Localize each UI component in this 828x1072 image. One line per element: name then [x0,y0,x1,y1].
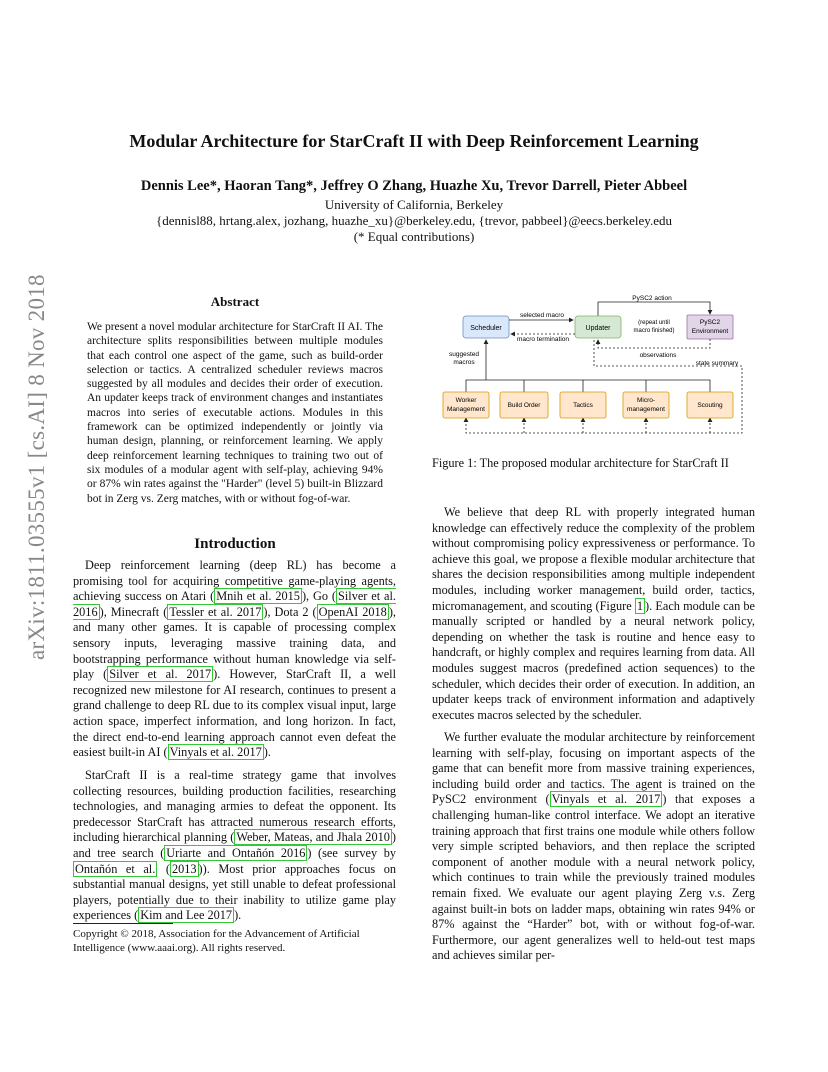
right-paragraph-1: We believe that deep RL with properly integrated human knowledge can effectively reduce the complexity of the problem without compromising policy expressiveness or performance. To achieve this goal, we propose a flexible modular architecture that shares the decision responsibilities among multiple independent modules, including worker management, build order, tactics, micromanagement, and scouting (Figure 1 ). Each module can be manually scripted or handled by a neural network policy, depending on whether the task is routine and hence easy to handcraft, or highly complex and requires learning from data. All modules suggest macros (predefined action sequences) to the scheduler, which decides their order of execution. In addition, an updater keeps track of environment information and adaptively executes macros selected by the scheduler. [432,505,755,722]
citation-link[interactable]: 2013 [171,861,197,876]
citation-link[interactable]: Silver et al. 2017 [109,667,212,682]
tactics-label: Tactics [573,402,593,409]
architecture-diagram [430,290,760,440]
updater-label: Updater [585,325,611,332]
citation-link[interactable]: Silver et al. 2016 [73,589,396,619]
abstract-heading: Abstract [210,294,260,309]
abstract-text: We present a novel modular architecture for StarCraft II AI. The architecture splits responsibilities between multiple modules that each control one aspect of the game, such as build-order selection or tactics. A centralized scheduler reviews macros suggested by all modules and decides their order of execution. An updater keeps track of environment changes and instantiates macros into series of executable actions. Modules in this framework can be optimized independently or jointly via human design, planning, or reinforcement learning. We apply deep reinforcement learning techniques to training two out of six modules of a modular agent with self-play, achieving 94% or 87% win rates against the "Harder" (level 5) built-in Blizzard bot in Zerg vs. Zerg matches, with or without fog-of-war. [87,321,383,505]
micromanagement-node [623,392,669,418]
micro-label-line1: Micro- [636,397,656,404]
build-order-label: Build Order [507,402,541,409]
edge-label-repeat-line1: (repeat until [638,320,670,326]
citation-link[interactable]: Uriarte and Ontañón 2016 [166,845,306,860]
citation-link[interactable]: Mnih et al. 2015 [216,589,300,604]
env-label-line2: Environment [691,328,729,335]
micro-label-line2: management [627,406,665,413]
author-list: Dennis Lee*, Haoran Tang*, Jeffrey O Zhang, Huazhe Xu, Trevor Darrell, Pieter Abbeel [140,178,688,194]
scheduler-label: Scheduler [470,325,502,332]
edge-label-suggested-line2: macros [453,359,475,366]
edge-label-state-summary: state summary [695,360,739,367]
edge-label-selected-macro: selected macro [519,312,565,319]
citation-link[interactable]: Vinyals et al. 2017 [551,792,661,807]
intro-paragraph-1: Deep reinforcement learning (deep RL) has become a promising tool for acquiring competitive game-playing agents, achieving success on Atari ( Mnih et al. 2015 ), Go ( Silver et al. 2016 ), Minecraft ( Tessler et al. 2017 ), Dota 2 ( OpenAI 2018 ), and many other games. It is capable of processing complex sensory inputs, leveraging massive training data, and bootstrapping performance without human knowledge via self-play ( Silver et al. 2017 ). However, StarCraft II, a well recognized new milestone for AI research, continues to present a grand challenge to deep RL due to its complex visual input, large action space, imperfect information, and long horizon. In fact, the direct end-to-end learning approach cannot even defeat the easiest built-in AI ( Vinyals et al. 2017 ). [73,558,397,760]
edge-label-macro-termination: macro termination [516,336,570,343]
paper-title: Modular Architecture for StarCraft II with Deep Reinforcement Learning [129,131,699,151]
edge-label-suggested-line1: suggested [449,351,479,358]
env-label-line1: PySC2 [699,319,721,326]
introduction-heading: Introduction [194,536,276,552]
author-emails: {dennisl88, hrtang.alex, jozhang, huazhe_xu}@berkeley.edu, {trevor, pabbeel}@eecs.berkeley.edu [156,213,672,228]
equal-contribution-note: (* Equal contributions) [353,229,475,244]
arxiv-stamp: arXiv:1811.03555v1 [cs.AI] 8 Nov 2018 [24,274,49,660]
citation-link[interactable]: Weber, Mateas, and Jhala 2010 [236,830,390,845]
worker-management-node [443,392,489,418]
intro-paragraph-2: StarCraft II is a real-time strategy game that involves collecting resources, building production facilities, researching technologies, and managing armies to defeat the opponent. Its predecessor StarCraft has attracted numerous research efforts, including hierarchical planning ( Weber, Mateas, and Jhala 2010 ) and tree search ( Uriarte and Ontañón 2016 ) (see survey by Ontañón et al. ( 2013 )). Most prior approaches focus on substantial manual designs, yet still unable to defeat professional players, potentially due to their inability to utilize game play experiences ( Kim and Lee 2017 ). [73,768,396,923]
edge-label-pysc2-action: PySC2 action [632,295,672,302]
citation-link[interactable]: OpenAI 2018 [318,604,387,619]
citation-link[interactable]: Kim and Lee 2017 [140,908,233,923]
right-paragraph-2: We further evaluate the modular architecture by reinforcement learning with self-play, focusing on important aspects of the game that can benefit more from massive training experiences, including build order and tactics. The agent is trained on the PySC2 environment ( Vinyals et al. 2017 ) that exposes a challenging human-like control interface. We adopt an iterative training approach that first trains one module while others follow very simple scripted behaviors, and then replace the scripted component of another module with a neural network policy, which continues to train while the previously trained modules remain fixed. We evaluate our agent playing Zerg v.s. Zerg against built-in bots on ladder maps, obtaining win rates 94% or 87% against the “Harder” bot, with or without fog-of-war. Furthermore, our agent generalizes well to held-out test maps and achieves similar per- [432,730,756,963]
footnote-rule [73,923,173,924]
edge-label-repeat-line2: macro finished) [633,328,675,334]
citation-link[interactable]: Ontañón et al. [75,861,156,876]
figure-caption: Figure 1: The proposed modular architecture for StarCraft II [432,456,729,470]
figure-reference-link[interactable]: 1 [636,598,644,613]
scouting-label: Scouting [697,402,723,409]
affiliation: University of California, Berkeley [324,197,504,212]
edge-label-observations: observations [639,352,677,359]
citation-link[interactable]: Vinyals et al. 2017 [169,745,262,760]
worker-label-line1: Worker [455,397,477,404]
worker-label-line2: Management [447,406,485,413]
citation-link[interactable]: Tessler et al. 2017 [169,604,262,619]
copyright-footnote: Copyright © 2018, Association for the Advancement of Artificial Intelligence (www.aaai.org). All rights reserved. [73,928,360,954]
